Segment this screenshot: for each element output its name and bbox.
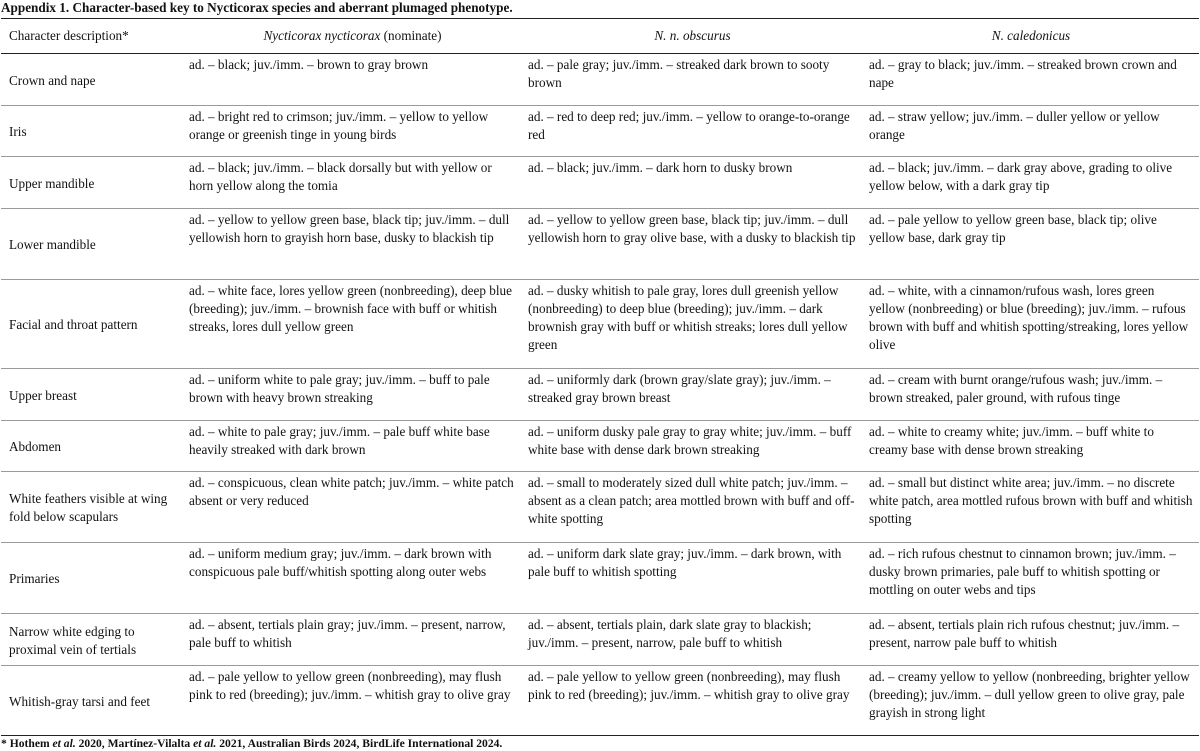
cell-nominate: ad. – absent, tertials plain gray; juv./imm. – present, narrow, pale buff to whitish [183, 614, 522, 666]
cell-obscurus: ad. – red to deep red; juv./imm. – yellow to orange-to-orange red [522, 106, 863, 157]
cell-obscurus: ad. – small to moderately sized dull white patch; juv./imm. – absent as a clean patch; area mottled brown with buff and off-white spotting [522, 472, 863, 543]
table-row [1, 614, 1199, 666]
cell-obscurus: ad. – absent, tertials plain, dark slate gray to blackish; juv./imm. – present, narrow, pale buff to whitish [522, 614, 863, 666]
cell-obscurus: ad. – pale yellow to yellow green (nonbreeding), may flush pink to red (breeding); juv./imm. – whitish gray to olive gray [522, 666, 863, 736]
table-header-row [1, 19, 1199, 54]
footnote-etal-2: et al. [193, 737, 217, 750]
header-nominate [183, 19, 522, 54]
cell-caledonicus: ad. – cream with burnt orange/rufous wash; juv./imm. – brown streaked, paler ground, with rufous tinge [863, 369, 1199, 421]
table-row [1, 280, 1199, 369]
header-nominate-name: Nycticorax nycticorax [263, 28, 381, 43]
cell-caledonicus: ad. – pale yellow to yellow green base, black tip; olive yellow base, dark gray tip [863, 209, 1199, 280]
header-caledonicus-name: N. caledonicus [991, 28, 1071, 43]
table-caption: Appendix 1. Character-based key to Nycticorax species and aberrant plumaged phenotype. [1, 0, 513, 15]
cell-obscurus: ad. – black; juv./imm. – dark horn to dusky brown [522, 157, 863, 209]
cell-caledonicus: ad. – black; juv./imm. – dark gray above, grading to olive yellow below, with a dark gray tip [863, 157, 1199, 209]
cell-nominate: ad. – uniform medium gray; juv./imm. – dark brown with conspicuous pale buff/whitish spotting along outer webs [183, 543, 522, 614]
header-obscurus-name: N. n. obscurus [654, 28, 731, 43]
footnote-star: * [1, 737, 10, 750]
table-row [1, 421, 1199, 472]
cell-nominate: ad. – yellow to yellow green base, black tip; juv./imm. – dull yellowish horn to grayish horn base, dusky to blackish tip [183, 209, 522, 280]
cell-obscurus: ad. – yellow to yellow green base, black tip; juv./imm. – dull yellowish horn to gray olive base, with a dusky to blackish tip [522, 209, 863, 280]
cell-nominate: ad. – black; juv./imm. – black dorsally but with yellow or horn yellow along the tomia [183, 157, 522, 209]
cell-nominate: ad. – conspicuous, clean white patch; juv./imm. – white patch absent or very reduced [183, 472, 522, 543]
header-nominate-suffix: (nominate) [380, 28, 442, 43]
cell-caledonicus: ad. – absent, tertials plain rich rufous chestnut; juv./imm. – present, narrow pale buff to whitish [863, 614, 1199, 666]
row-character: Abdomen [1, 421, 183, 472]
row-character: Upper breast [1, 369, 183, 421]
cell-caledonicus: ad. – small but distinct white area; juv./imm. – no discrete white patch, area mottled rufous brown with buff and whitish spotting [863, 472, 1199, 543]
cell-caledonicus: ad. – creamy yellow to yellow (nonbreeding, brighter yellow (breeding); juv./imm. – dull yellow green to olive gray, pale grayish in strong light [863, 666, 1199, 736]
header-obscurus [522, 19, 863, 54]
table-row [1, 106, 1199, 157]
table-footnote [1, 736, 1199, 751]
cell-caledonicus: ad. – white to creamy white; juv./imm. – buff white to creamy base with dense brown streaking [863, 421, 1199, 472]
table-row [1, 472, 1199, 543]
row-character: Narrow white edging to proximal vein of tertials [1, 614, 183, 666]
footnote-text-2: 2021, Australian Birds 2024, BirdLife International 2024. [216, 737, 503, 750]
cell-nominate: ad. – white face, lores yellow green (nonbreeding), deep blue (breeding); juv./imm. – brownish face with buff or whitish streaks, lores dull yellow green [183, 280, 522, 369]
footnote-text-1: 2020, Martínez-Vilalta [75, 737, 194, 750]
row-character: Whitish-gray tarsi and feet [1, 666, 183, 736]
cell-caledonicus: ad. – gray to black; juv./imm. – streaked brown crown and nape [863, 54, 1199, 106]
row-character: Lower mandible [1, 209, 183, 280]
table-row [1, 666, 1199, 736]
table-row [1, 369, 1199, 421]
row-character: Facial and throat pattern [1, 280, 183, 369]
row-character: Crown and nape [1, 54, 183, 106]
cell-nominate: ad. – uniform white to pale gray; juv./imm. – buff to pale brown with heavy brown streaking [183, 369, 522, 421]
row-character: Iris [1, 106, 183, 157]
footnote-etal-1: et al. [52, 737, 76, 750]
cell-obscurus: ad. – uniform dark slate gray; juv./imm. – dark brown, with pale buff to whitish spotting [522, 543, 863, 614]
character-key-table [1, 18, 1199, 736]
row-character: Primaries [1, 543, 183, 614]
table-row [1, 543, 1199, 614]
cell-caledonicus: ad. – rich rufous chestnut to cinnamon brown; juv./imm. – dusky brown primaries, pale buff to whitish spotting or mottling on outer webs and tips [863, 543, 1199, 614]
cell-nominate: ad. – bright red to crimson; juv./imm. – yellow to yellow orange or greenish tinge in young birds [183, 106, 522, 157]
table-row [1, 54, 1199, 106]
row-character: Upper mandible [1, 157, 183, 209]
row-character: White feathers visible at wing fold below scapulars [1, 472, 183, 543]
cell-obscurus: ad. – uniformly dark (brown gray/slate gray); juv./imm. – streaked gray brown breast [522, 369, 863, 421]
cell-nominate: ad. – white to pale gray; juv./imm. – pale buff white base heavily streaked with dark brown [183, 421, 522, 472]
cell-caledonicus: ad. – white, with a cinnamon/rufous wash, lores green yellow (nonbreeding) or blue (breeding); juv./imm. – rufous brown with buff and whitish spotting/streaking, lores yellow olive [863, 280, 1199, 369]
header-caledonicus [863, 19, 1199, 54]
cell-obscurus: ad. – dusky whitish to pale gray, lores dull greenish yellow (nonbreeding) to deep blue (breeding); juv./imm. – dark brownish gray with buff or whitish streaks; lores dull yellow green [522, 280, 863, 369]
cell-nominate: ad. – black; juv./imm. – brown to gray brown [183, 54, 522, 106]
header-character-description: Character description* [1, 19, 183, 54]
cell-caledonicus: ad. – straw yellow; juv./imm. – duller yellow or yellow orange [863, 106, 1199, 157]
table-row [1, 157, 1199, 209]
cell-obscurus: ad. – pale gray; juv./imm. – streaked dark brown to sooty brown [522, 54, 863, 106]
table-row [1, 209, 1199, 280]
footnote-author-1: Hothem [9, 737, 53, 750]
cell-nominate: ad. – pale yellow to yellow green (nonbreeding), may flush pink to red (breeding); juv./imm. – whitish gray to olive gray [183, 666, 522, 736]
cell-obscurus: ad. – uniform dusky pale gray to gray white; juv./imm. – buff white base with dense dark brown streaking [522, 421, 863, 472]
